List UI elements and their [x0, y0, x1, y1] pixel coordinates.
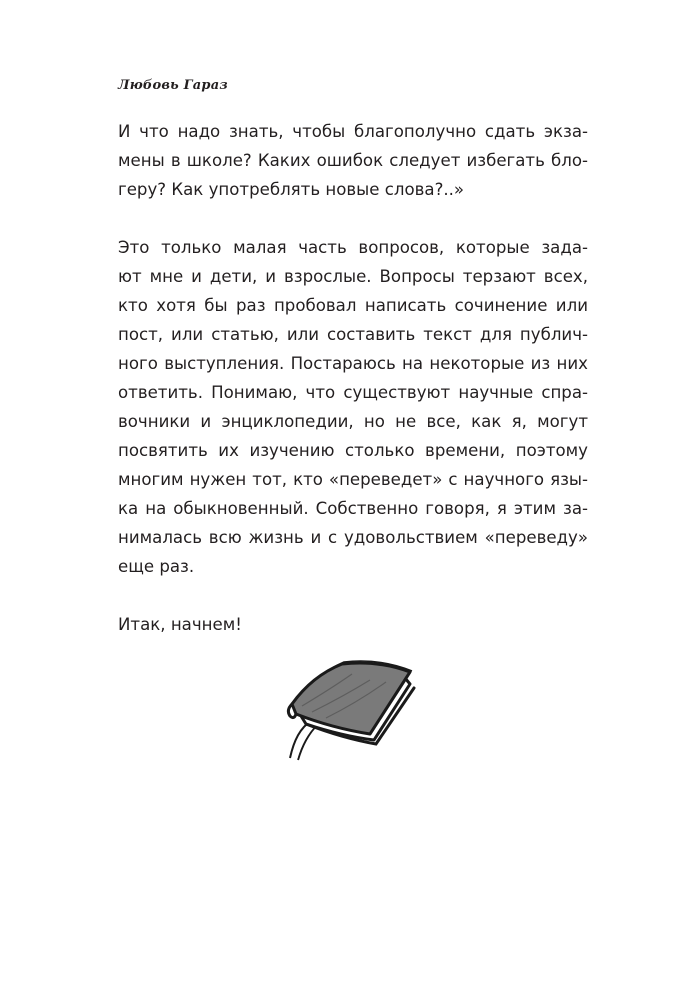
- text-line: посвятить их изучению столько времени, поэтому: [118, 441, 588, 460]
- text-line: ного выступления. Постараюсь на некоторые из них: [118, 354, 588, 373]
- text-line: многим нужен тот, кто «переведет» с научного язы-: [118, 470, 588, 489]
- body-text: [118, 117, 588, 639]
- paragraph-gap: [118, 581, 588, 610]
- paragraph-gap: [118, 204, 588, 233]
- text-line: ка на обыкновенный. Собственно говоря, я этим за-: [118, 499, 588, 518]
- text-line: ют мне и дети, и взрослые. Вопросы терзают всех,: [118, 267, 588, 286]
- text-line: нималась всю жизнь и с удовольствием «переведу»: [118, 528, 588, 547]
- text-line: еще раз.: [118, 557, 195, 576]
- text-line: вочники и энциклопедии, но не все, как я, могут: [118, 412, 588, 431]
- text-line: Итак, начнем!: [118, 615, 242, 634]
- text-line: ответить. Понимаю, что существуют научные спра-: [118, 383, 588, 402]
- running-head-author: Любовь Гараз: [118, 78, 228, 93]
- book-with-bookmark-icon: [282, 658, 427, 768]
- text-line: Это только малая часть вопросов, которые зада-: [118, 238, 588, 257]
- text-line: мены в школе? Каких ошибок следует избегать бло-: [118, 151, 588, 170]
- text-line: кто хотя бы раз пробовал написать сочинение или: [118, 296, 588, 315]
- text-line: геру? Как употреблять новые слова?..»: [118, 180, 465, 199]
- text-line: И что надо знать, чтобы благополучно сдать экза-: [118, 122, 588, 141]
- text-line: пост, или статью, или составить текст для публич-: [118, 325, 588, 344]
